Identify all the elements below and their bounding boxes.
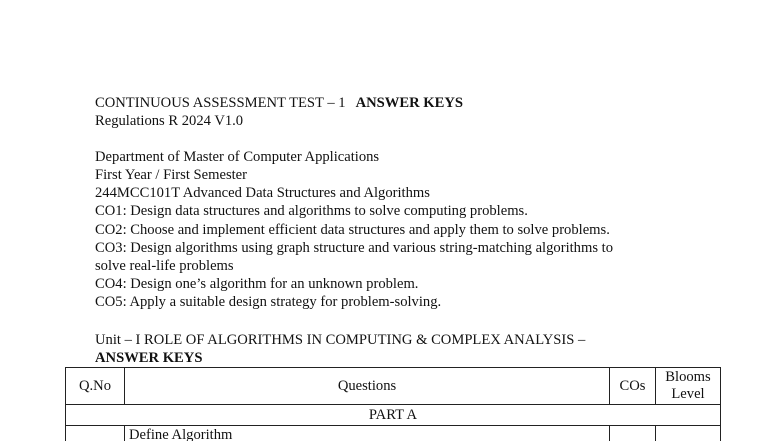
- document-title: CONTINUOUS ASSESSMENT TEST – 1: [95, 95, 346, 111]
- title-line: [95, 94, 735, 112]
- row-co: [610, 426, 656, 441]
- row-level: [656, 426, 721, 441]
- header-blooms-line2: Level: [671, 386, 705, 402]
- subject: 244MCC101T Advanced Data Structures and Algorithms: [95, 185, 430, 202]
- row-question: Define Algorithm: [125, 426, 610, 441]
- document-header: [95, 94, 735, 311]
- department: Department of Master of Computer Applications: [95, 149, 380, 166]
- course-outcome-5: CO5: Apply a suitable design strategy for problem-solving.: [95, 293, 442, 310]
- header-questions: Questions: [125, 368, 610, 405]
- part-row: [66, 405, 721, 426]
- header-blooms-level: [656, 368, 721, 405]
- unit-subtitle: ANSWER KEYS: [95, 350, 203, 366]
- table-row: [66, 426, 721, 441]
- header-qno: Q.No: [66, 368, 125, 405]
- spacer: [95, 130, 735, 148]
- answer-keys-label: ANSWER KEYS: [355, 95, 464, 111]
- table-header-row: [66, 368, 721, 405]
- unit-title: Unit – I ROLE OF ALGORITHMS IN COMPUTING & COMPLEX ANALYSIS –: [95, 332, 586, 348]
- part-label: PART A: [66, 405, 721, 426]
- course-outcome-2: CO2: Choose and implement efficient data structures and apply them to solve problems.: [95, 221, 610, 238]
- course-outcome-1: CO1: Design data structures and algorithms to solve computing problems.: [95, 203, 528, 220]
- year-semester: First Year / First Semester: [95, 167, 248, 184]
- header-blooms-line1: Blooms: [665, 369, 711, 385]
- regulations: Regulations R 2024 V1.0: [95, 113, 244, 130]
- header-cos: COs: [610, 368, 656, 405]
- unit-heading: [95, 331, 735, 367]
- course-outcome-3-continued: solve real-life problems: [95, 257, 234, 274]
- row-qno: [66, 426, 125, 441]
- course-outcome-4: CO4: Design one’s algorithm for an unknown problem.: [95, 275, 419, 292]
- course-outcome-3: CO3: Design algorithms using graph structure and various string-matching algorithms to: [95, 239, 613, 256]
- questions-table: [65, 367, 721, 441]
